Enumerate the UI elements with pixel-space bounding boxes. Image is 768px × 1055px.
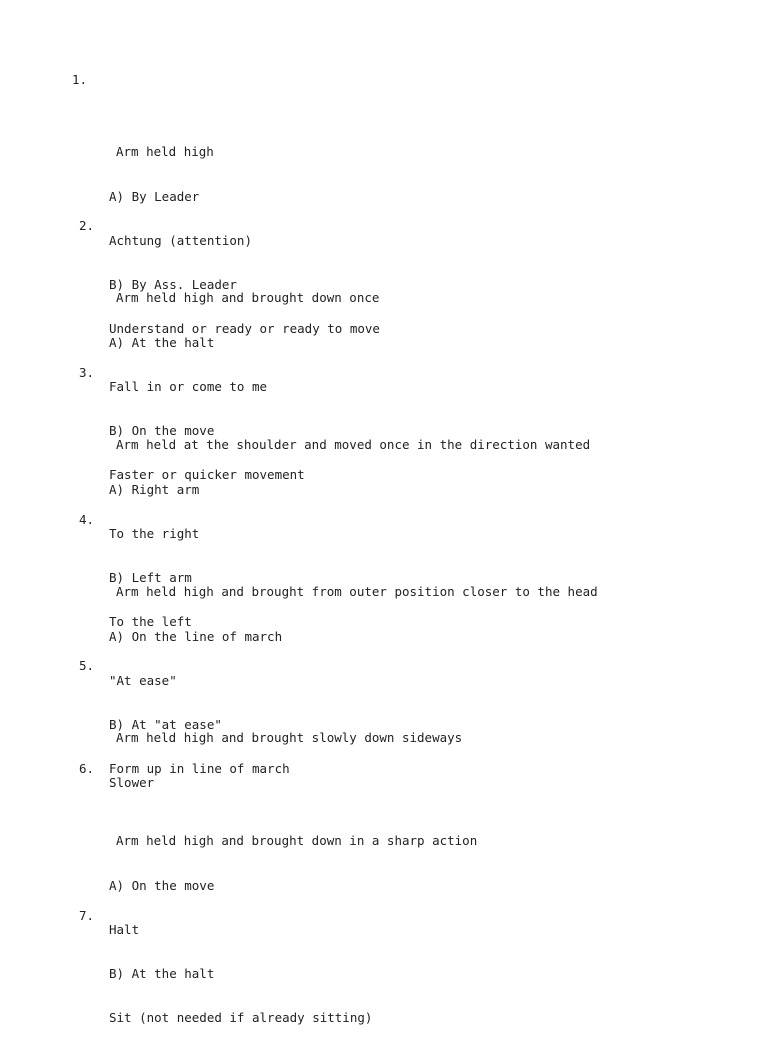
item-line: Achtung (attention) — [109, 232, 252, 248]
item-heading: Arm held high — [116, 144, 214, 160]
item-line: A) At the halt — [109, 334, 215, 350]
item-line: A) By Leader — [109, 188, 200, 204]
item-line: B) On the move — [109, 422, 215, 438]
item-number: 6. — [79, 761, 95, 776]
item-number: 1. — [72, 72, 88, 87]
item-line: Slower — [109, 774, 155, 790]
item-line: B) At "at ease" — [109, 716, 222, 732]
item-number: 7. — [79, 908, 95, 923]
item-heading: Arm held high and brought down in a sharp action — [116, 833, 478, 849]
item-line: A) Right arm — [109, 481, 200, 497]
item-body — [109, 805, 477, 1055]
item-line: Faster or quicker movement — [109, 466, 305, 482]
item-line: Halt — [109, 921, 140, 937]
item-line: Form up in line of march — [109, 760, 290, 776]
item-line: A) On the line of march — [109, 628, 283, 644]
item-line: A) On the move — [109, 877, 215, 893]
item-heading: Arm held at the shoulder and moved once in the direction wanted — [116, 437, 591, 453]
item-line: Fall in or come to me — [109, 378, 268, 394]
item-heading: Arm held high and brought from outer position closer to the head — [116, 584, 598, 600]
item-heading: Arm held high and brought down once — [116, 290, 380, 306]
item-body — [109, 702, 462, 820]
item-line: To the left — [109, 613, 192, 629]
item-line: B) At the halt — [109, 965, 215, 981]
item-number: 2. — [79, 218, 95, 233]
item-line: To the right — [109, 525, 200, 541]
item-line: "At ease" — [109, 672, 177, 688]
item-line: B) By Ass. Leader — [109, 276, 237, 292]
item-number: 5. — [79, 658, 95, 673]
item-line: B) Left arm — [109, 569, 192, 585]
item-heading: Arm held high and brought slowly down sideways — [116, 730, 463, 746]
item-number: 4. — [79, 512, 95, 527]
item-number: 3. — [79, 365, 95, 380]
item-line: Sit (not needed if already sitting) — [109, 1009, 373, 1025]
item-line: Understand or ready or ready to move — [109, 320, 380, 336]
